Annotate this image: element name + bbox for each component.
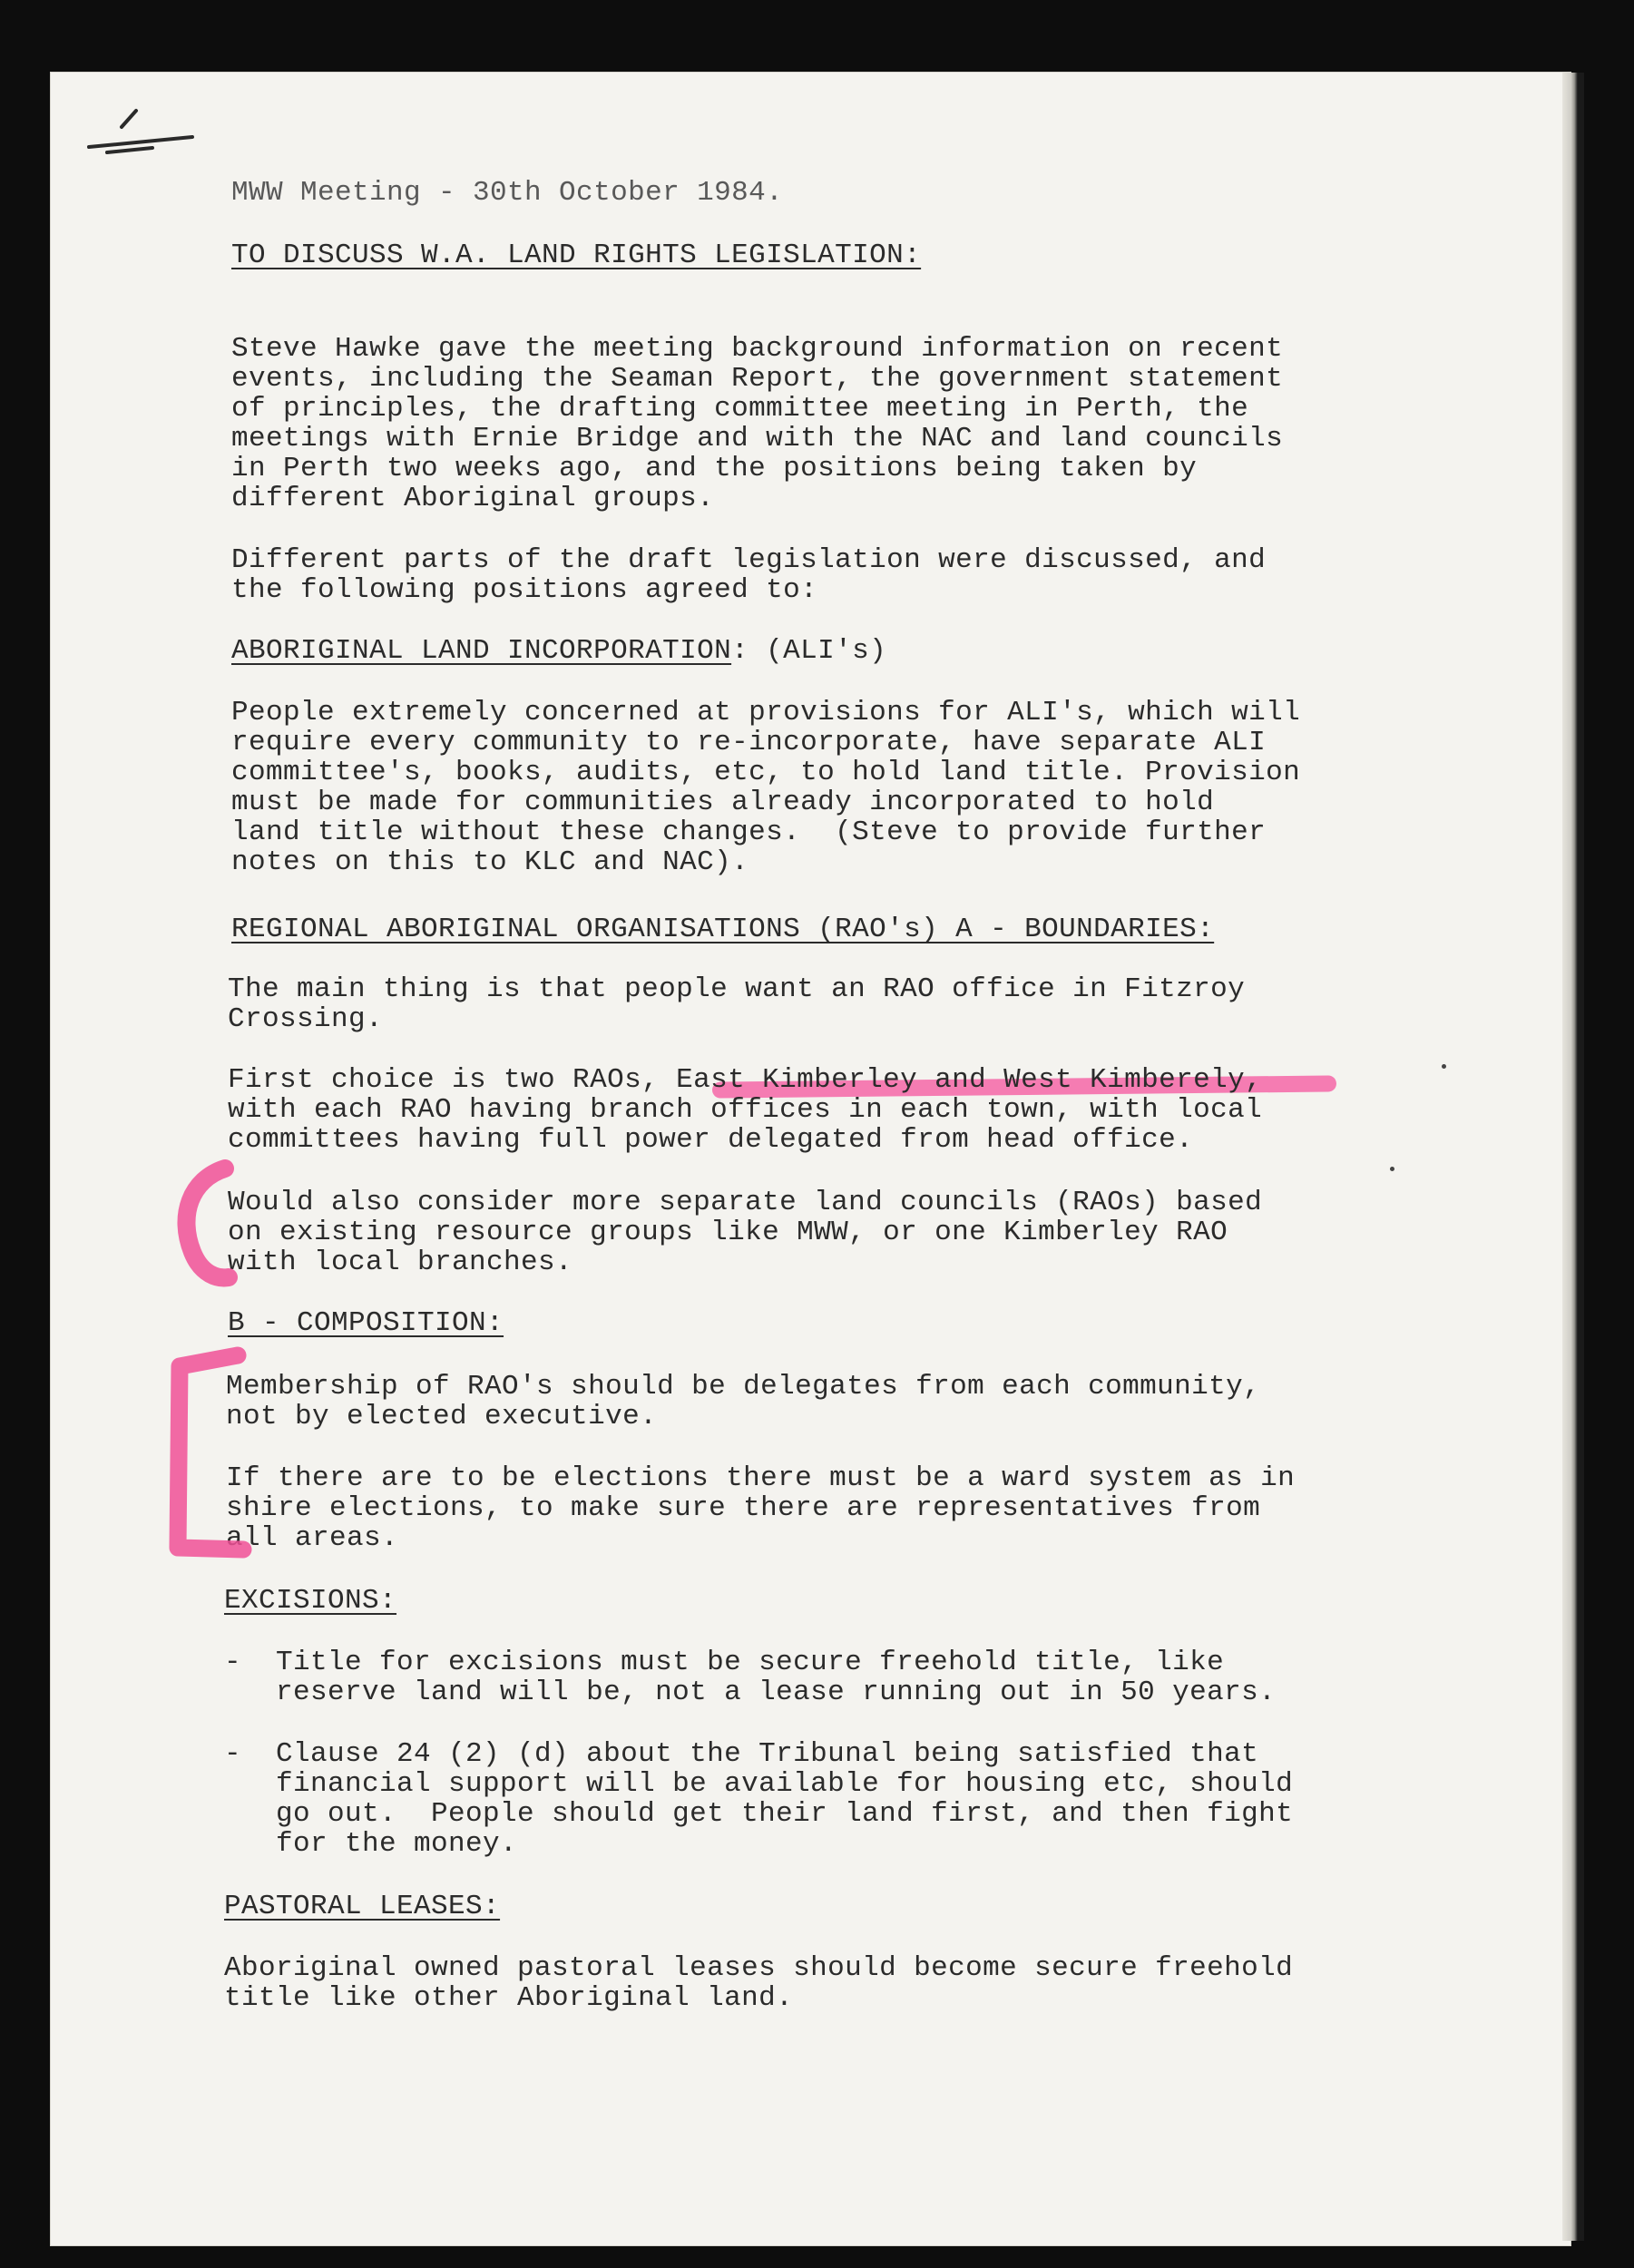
ali-line: require every community to re-incorporate, have separate ALI <box>231 727 1267 758</box>
ink-dot <box>1442 1064 1446 1069</box>
intro-line: in Perth two weeks ago, and the positions being taken by <box>231 453 1198 484</box>
intro-line: events, including the Seaman Report, the government statement <box>231 363 1284 395</box>
ali-heading-underlined: ABORIGINAL LAND INCORPORATION <box>231 635 732 667</box>
choice-line: with each RAO having branch offices in each town, with local <box>228 1094 1263 1126</box>
excisions-heading: EXCISIONS: <box>224 1585 397 1617</box>
topic-heading: TO DISCUSS W.A. LAND RIGHTS LEGISLATION: <box>231 240 922 271</box>
membership-line: not by elected executive. <box>226 1401 658 1432</box>
rao-line: Crossing. <box>228 1003 384 1035</box>
ali-line: land title without these changes. (Steve to provide further <box>231 816 1267 848</box>
rao-heading: REGIONAL ABORIGINAL ORGANISATIONS (RAO's) A - BOUNDARIES: <box>231 914 1215 945</box>
pastoral-line: title like other Aboriginal land. <box>224 1982 794 2014</box>
intro-line: of principles, the drafting committee meeting in Perth, the <box>231 393 1249 425</box>
ali-heading-rest: : (ALI's) <box>731 635 887 667</box>
ali-line: committee's, books, audits, etc, to hold land title. Provision <box>231 757 1301 788</box>
pastoral-line: Aboriginal owned pastoral leases should become secure freehold <box>224 1952 1294 1984</box>
excision-item-line: financial support will be available for housing etc, should <box>224 1768 1294 1800</box>
positions-line: the following positions agreed to: <box>231 574 818 606</box>
ink-dot <box>1390 1167 1394 1171</box>
ali-line: notes on this to KLC and NAC). <box>231 846 749 878</box>
ali-line: People extremely concerned at provisions for ALI's, which will <box>231 697 1301 728</box>
excision-item-line: - Clause 24 (2) (d) about the Tribunal being satisfied that <box>224 1738 1259 1770</box>
consider-line: with local branches. <box>228 1246 573 1278</box>
intro-line: Steve Hawke gave the meeting background information on recent <box>231 333 1284 365</box>
intro-line: different Aboriginal groups. <box>231 483 715 514</box>
excision-item-line: - Title for excisions must be secure freehold title, like <box>224 1647 1225 1678</box>
excision-item-line: reserve land will be, not a lease running out in 50 years. <box>224 1677 1277 1708</box>
pastoral-heading: PASTORAL LEASES: <box>224 1891 501 1922</box>
elections-line: all areas. <box>226 1522 399 1554</box>
rao-line: The main thing is that people want an RAO office in Fitzroy <box>228 973 1246 1005</box>
membership-line: Membership of RAO's should be delegates from each community, <box>226 1371 1261 1403</box>
consider-line: Would also consider more separate land councils (RAOs) based <box>228 1187 1263 1218</box>
choice-line: First choice is two RAOs, East Kimberley and West Kimberely, <box>228 1064 1263 1096</box>
elections-line: If there are to be elections there must be a ward system as in <box>226 1462 1296 1494</box>
excision-item-line: for the money. <box>224 1828 518 1860</box>
elections-line: shire elections, to make sure there are representatives from <box>226 1492 1261 1524</box>
intro-line: meetings with Ernie Bridge and with the NAC and land councils <box>231 423 1284 455</box>
excision-item-line: go out. People should get their land first, and then fight <box>224 1798 1294 1830</box>
ali-heading <box>231 636 886 666</box>
consider-line: on existing resource groups like MWW, or one Kimberley RAO <box>228 1217 1228 1248</box>
ali-line: must be made for communities already incorporated to hold <box>231 787 1215 818</box>
choice-line: committees having full power delegated from head office. <box>228 1124 1194 1156</box>
positions-line: Different parts of the draft legislation were discussed, and <box>231 544 1267 576</box>
composition-heading: B - COMPOSITION: <box>228 1307 504 1339</box>
header-line: MWW Meeting - 30th October 1984. <box>231 177 784 209</box>
